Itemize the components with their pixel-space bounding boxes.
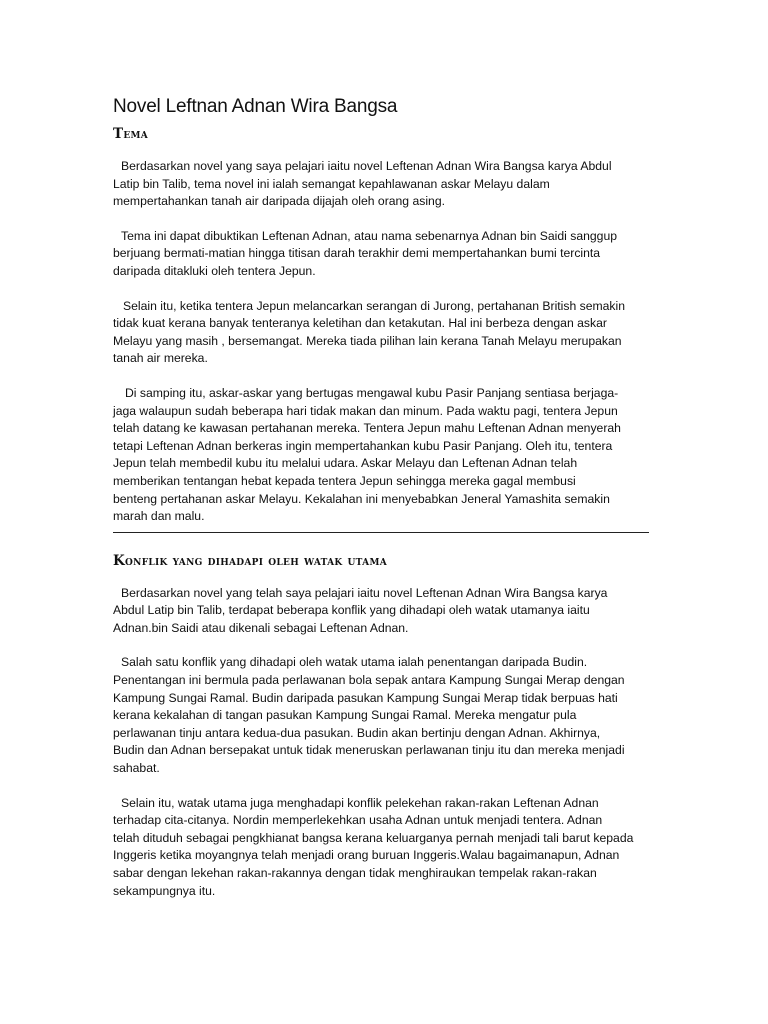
text-line: Jepun telah membedil kubu itu melalui udara. Askar Melayu dan Leftenan Adnan telah — [113, 456, 578, 471]
text-line: sabar dengan lekehan rakan-rakannya dengan tidak menghiraukan tempelak rakan-rakan — [113, 866, 597, 880]
text-line: benteng pertahanan askar Melayu. Kekalahan ini menyebabkan Jeneral Yamashita semakin — [113, 491, 610, 506]
paragraph — [113, 158, 653, 211]
text-line: Selain itu, ketika tentera Jepun melancarkan serangan di Jurong, pertahanan British semakin — [123, 298, 626, 313]
text-line: memberikan tentangan hebat kepada tentera Jepun sehingga mereka gagal membusi — [113, 473, 576, 488]
text-line: Salah satu konflik yang dihadapi oleh watak utama ialah penentangan daripada Budin. — [121, 655, 588, 670]
paragraph — [113, 298, 653, 368]
paragraph — [113, 228, 653, 281]
text-line: Tema ini dapat dibuktikan Leftenan Adnan, atau nama sebenarnya Adnan bin Saidi sanggup — [121, 228, 617, 243]
text-line: marah dan malu. — [113, 509, 205, 524]
text-line: mempertahankan tanah air daripada dijajah oleh orang asing. — [113, 194, 445, 209]
text-line: tidak kuat kerana banyak tenteranya keletihan dan ketakutan. Hal ini berbeza dengan askar — [113, 316, 607, 331]
paragraph — [113, 654, 653, 777]
text-line: Di samping itu, askar-askar yang bertugas mengawal kubu Pasir Panjang sentiasa berjaga- — [125, 385, 619, 400]
text-line: Selain itu, watak utama juga menghadapi konflik pelekehan rakan-rakan Leftenan Adnan — [121, 795, 599, 810]
section-heading-tema: Tema — [113, 126, 149, 142]
section-heading-konflik: Konflik yang dihadapi oleh watak utama — [113, 552, 388, 569]
text-line: tetapi Leftenan Adnan berkeras ingin mempertahankan kubu Pasir Panjang. Oleh itu, tentera — [113, 438, 613, 453]
text-line: berjuang bermati-matian hingga titisan darah terakhir demi mempertahankan bumi tercinta — [113, 246, 601, 261]
text-line: terhadap cita-citanya. Nordin memperlekehkan usaha Adnan untuk menjadi tentera. Adnan — [113, 813, 603, 828]
text-line: Inggeris ketika moyangnya telah menjadi orang buruan Inggeris.Walau bagaimanapun, Adnan — [113, 848, 620, 863]
paragraph — [113, 795, 653, 901]
text-line: Budin dan Adnan bersepakat untuk tidak meneruskan perlawanan tinju itu dan mereka menjadi — [113, 743, 625, 758]
text-line: Penentangan ini bermula pada perlawanan bola sepak antara Kampung Sungai Merap dengan — [113, 673, 625, 688]
text-line: Abdul Latip bin Talib, terdapat beberapa konflik yang dihadapi oleh watak utamanya iaitu — [113, 603, 590, 618]
text-line: tanah air mereka. — [113, 351, 208, 366]
text-line: Berdasarkan novel yang telah saya pelajari iaitu novel Leftenan Adnan Wira Bangsa karya — [121, 585, 608, 600]
text-line: Kampung Sungai Ramal. Budin daripada pasukan Kampung Sungai Merap tidak berpuas hati — [113, 690, 618, 705]
text-line: telah dituduh sebagai pengkhianat bangsa kerana keluarganya pernah menjadi tali barut kepada — [113, 830, 634, 845]
section-konflik — [113, 551, 653, 901]
text-line: jaga walaupun sudah beberapa hari tidak makan dan minum. Pada waktu pagi, tentera Jepun — [113, 403, 618, 418]
text-line: sahabat. — [113, 761, 160, 776]
text-line: daripada ditakluki oleh tentera Jepun. — [113, 263, 316, 278]
text-line: Berdasarkan novel yang saya pelajari iaitu novel Leftenan Adnan Wira Bangsa karya Abdul — [121, 159, 612, 173]
text-line: telah datang ke kawasan pertahanan mereka. Tentera Jepun mahu Leftenan Adnan menyerah — [113, 421, 621, 436]
text-line: Adnan.bin Saidi atau dikenali sebagai Leftenan Adnan. — [113, 620, 409, 635]
text-line: Melayu yang masih , bersemangat. Mereka tiada pilihan lain kerana Tanah Melayu merupakan — [113, 333, 622, 348]
text-line: kerana kekalahan di tangan pasukan Kampung Sungai Ramal. Mereka mengatur pula — [113, 708, 577, 723]
text-line: Latip bin Talib, tema novel ini ialah semangat kepahlawanan askar Melayu dalam — [113, 176, 550, 191]
document-title: Novel Leftnan Adnan Wira Bangsa — [113, 96, 398, 117]
section-tema — [113, 124, 653, 526]
paragraph — [113, 385, 653, 526]
text-line: sekampungnya itu. — [113, 883, 216, 898]
document-page — [113, 94, 653, 900]
section-divider — [113, 532, 649, 533]
text-line: perlawanan tinju antara kedua-dua pasukan. Budin akan bertinju dengan Adnan. Akhirnya, — [113, 725, 601, 740]
paragraph — [113, 585, 653, 638]
